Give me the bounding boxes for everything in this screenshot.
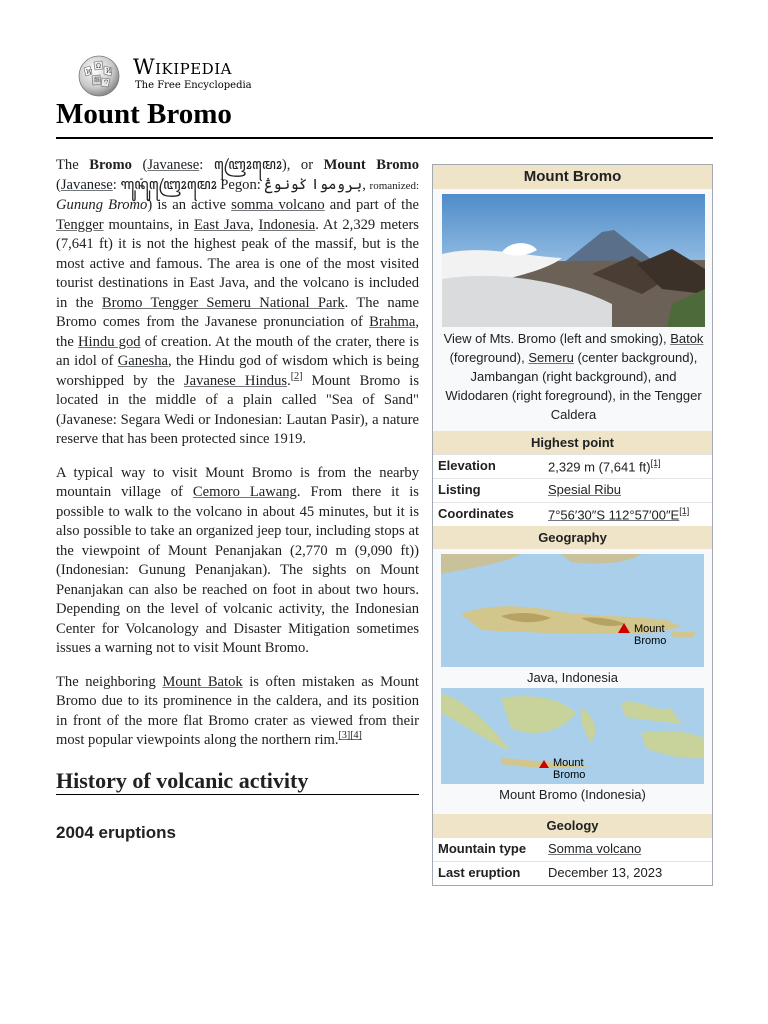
coordinates-label: Coordinates bbox=[438, 506, 514, 521]
elevation-label: Elevation bbox=[438, 458, 496, 473]
link-batok[interactable]: Batok bbox=[670, 331, 704, 346]
section-heading-history: History of volcanic activity bbox=[56, 771, 419, 796]
link-semeru[interactable]: Semeru bbox=[528, 350, 574, 365]
map-marker-label: Bromo bbox=[634, 635, 667, 647]
row-mountain-type bbox=[433, 837, 712, 861]
wikipedia-logo[interactable] bbox=[74, 52, 274, 100]
elevation-value: 2,329 m (7,641 ft)[1] bbox=[548, 458, 661, 475]
article-paragraph-3: The neighboring Mount Batok is often mistaken as Mount Bromo due to its prominence in the caldera, and its position in front of the more flat Bromo crater as viewed from their most popular viewpoints along the northern rim.[3][4] bbox=[56, 673, 419, 748]
java-locator-map[interactable] bbox=[441, 554, 704, 667]
mountain-type-value[interactable]: Somma volcano bbox=[548, 841, 642, 856]
citation-ref[interactable]: [3] bbox=[338, 730, 351, 742]
map-marker-label: Mount bbox=[634, 623, 665, 635]
wikipedia-wordmark: Wikipedia bbox=[133, 55, 232, 79]
map-marker-label: Bromo bbox=[553, 769, 586, 781]
citation-ref[interactable]: [1] bbox=[650, 458, 661, 468]
article-paragraph-1: The Bromo (Javanese: ꦧꦿꦺꦴꦩꦺꦴ), or Mount Bromo (Javanese: ꦒꦸꦤꦸꦁꦧꦿꦺꦴꦩꦺꦴ Pegon: بروموا ݢونوڠ, romanized: Gunung Bromo) is an active somma volcano and part of the Tengger mountains, in East Java, Indonesia. At 2,329 meters (7,641 ft) it is not the highest peak of the massif, but is the most active and famous. The area is one of the most visited tourist destinations in East Java, and the volcano is included in the Bromo Tengger Semeru National Park. The name Bromo comes from the Javanese pronunciation of Brahma, the Hindu god of creation. At the mouth of the crater, there is an idol of Ganesha, the Hindu god of wisdom which is being worshipped by the Javanese Hindus.[2] Mount Bromo is located in the middle of a plain called "Sea of Sand" (Javanese: Segara Wedi or Indonesian: Lautan Pasir), a nature reserve that has been protected since 1919. bbox=[56, 157, 420, 447]
section-geology: Geology bbox=[433, 814, 712, 837]
map-caption-java: Java, Indonesia bbox=[526, 670, 619, 685]
link-brahma[interactable]: Brahma bbox=[369, 314, 416, 330]
link-indonesia[interactable]: Indonesia bbox=[258, 216, 316, 233]
mount-bromo-photo[interactable] bbox=[442, 194, 705, 327]
article-body bbox=[56, 156, 419, 843]
row-last-eruption bbox=[433, 861, 712, 885]
map-caption-indonesia: Mount Bromo (Indonesia) bbox=[499, 787, 646, 802]
svg-text:W: W bbox=[86, 69, 93, 76]
link-javanese[interactable]: Javanese bbox=[147, 157, 200, 173]
listing-label: Listing bbox=[438, 482, 481, 497]
link-tengger[interactable]: Tengger bbox=[56, 216, 104, 233]
link-mount-batok[interactable]: Mount Batok bbox=[162, 673, 243, 690]
indonesia-locator-map[interactable] bbox=[441, 688, 704, 784]
last-eruption-label: Last eruption bbox=[438, 865, 521, 880]
title-divider bbox=[56, 137, 713, 139]
link-javanese-hindus[interactable]: Javanese Hindus bbox=[183, 372, 288, 389]
wikipedia-globe-icon bbox=[74, 54, 124, 98]
link-cemoro-lawang[interactable]: Cemoro Lawang bbox=[192, 484, 297, 500]
infobox-title: Mount Bromo bbox=[433, 165, 712, 189]
article-paragraph-2: A typical way to visit Mount Bromo is from the nearby mountain village of Cemoro Lawang. From there it is possible to walk to the volcano in about 45 minutes, but it is also possible to take an organized jeep tour, including stops at the viewpoint of Mount Penanjakan (2,770 m (9,090 ft)) (Indonesian: Gunung Penanjakan). The sights on Mount Penanjakan can also be reached on foot in about two hours. Depending on the level of volcanic activity, the Indonesian Center for Volcanology and Disaster Mitigation sometimes issues a warning not to visit Mount Bromo. bbox=[56, 464, 419, 656]
svg-text:Ω: Ω bbox=[96, 63, 101, 70]
svg-text:ウ: ウ bbox=[103, 79, 110, 86]
wikipedia-tagline: The Free Encyclopedia bbox=[135, 80, 252, 91]
citation-ref[interactable]: [2] bbox=[290, 370, 303, 382]
citation-ref[interactable]: [4] bbox=[350, 730, 362, 742]
svg-text:維: 維 bbox=[94, 77, 101, 84]
section-highest-point: Highest point bbox=[433, 431, 712, 454]
citation-ref[interactable]: [1] bbox=[679, 506, 690, 516]
map-marker-label: Mount bbox=[553, 757, 584, 769]
link-hindu-god[interactable]: Hindu god bbox=[78, 333, 141, 350]
listing-value[interactable]: Spesial Ribu bbox=[548, 482, 621, 497]
row-elevation bbox=[433, 454, 712, 478]
infobox bbox=[432, 164, 713, 886]
row-coordinates bbox=[433, 502, 712, 526]
page-title: Mount Bromo bbox=[56, 98, 232, 130]
link-east-java[interactable]: East Java bbox=[194, 216, 250, 233]
link-ganesha[interactable]: Ganesha bbox=[117, 353, 168, 369]
last-eruption-value: December 13, 2023 bbox=[548, 865, 663, 880]
subsection-heading-2004: 2004 eruptions bbox=[56, 823, 176, 842]
svg-text:И: И bbox=[106, 68, 112, 75]
link-somma-volcano[interactable]: somma volcano bbox=[231, 197, 325, 213]
mountain-type-label: Mountain type bbox=[438, 841, 527, 856]
photo-caption: View of Mts. Bromo (left and smoking), Batok (foreground), Semeru (center background), Jambangan (right background), and Widodaren (right foreground), in the Tengger Caldera bbox=[443, 331, 704, 422]
coordinates-value: 7°56′30″S 112°57′00″E[1] bbox=[548, 506, 690, 523]
row-listing bbox=[433, 478, 712, 502]
section-geography: Geography bbox=[433, 526, 712, 549]
link-national-park[interactable]: Bromo Tengger Semeru National Park bbox=[101, 294, 345, 311]
link-javanese-2[interactable]: Javanese bbox=[60, 176, 113, 193]
